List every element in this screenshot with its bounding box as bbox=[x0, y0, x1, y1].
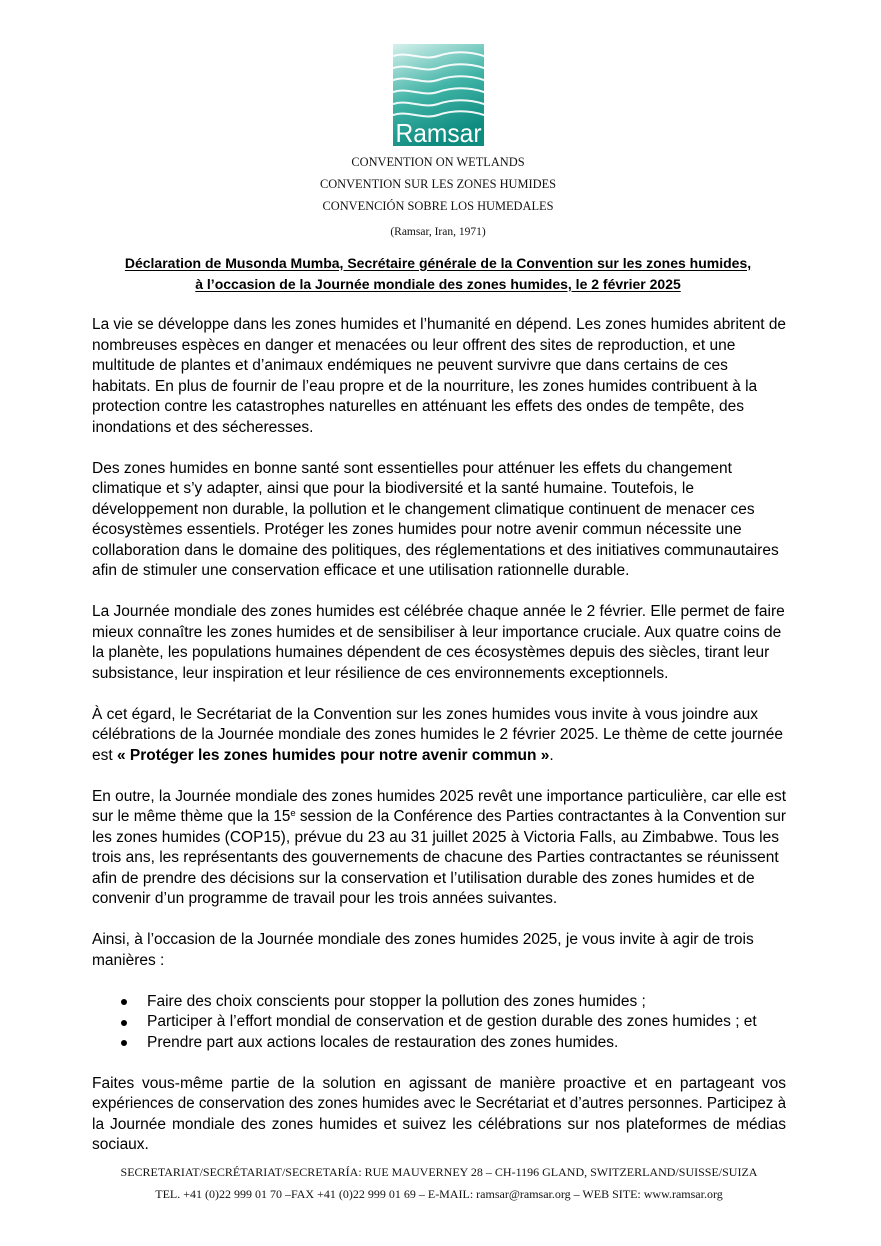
theme-emphasis: « Protéger les zones humides pour notre avenir commun » bbox=[116, 746, 550, 764]
convention-name-es: CONVENCIÓN SOBRE LOS HUMEDALES bbox=[322, 199, 554, 213]
ramsar-logo bbox=[393, 44, 484, 146]
bullet-icon bbox=[121, 1040, 127, 1046]
statement-body bbox=[92, 315, 786, 1156]
text-line: convenir d’un programme de travail pour les trois années suivantes. bbox=[92, 890, 558, 907]
title-line: à l’occasion de la Journée mondiale des zones humides, le 2 février 2025 bbox=[195, 275, 681, 292]
list-item bbox=[92, 992, 786, 1013]
text-line: multitude de plantes et d’animaux endémiques ne peuvent survivre que dans certains de ces bbox=[92, 357, 728, 374]
text-line: nombreuses espèces en danger et menacées ou leur offrent des sites de reproduction, et une bbox=[92, 336, 736, 354]
bullet-icon bbox=[121, 999, 127, 1005]
text-line: subsistance, leur inspiration et leur résilience de ces environnements exceptionnels. bbox=[92, 664, 669, 682]
text-line: mieux connaître les zones humides et de sensibiliser à leur importance cruciale. Aux quatre coins de bbox=[92, 623, 782, 641]
treaty-reference: (Ramsar, Iran, 1971) bbox=[390, 226, 486, 238]
secretariat-address: SECRETARIAT/SECRÉTARIAT/SECRETARÍA: RUE MAUVERNEY 28 – CH-1196 GLAND, SWITZERLAND/SUISSE/SUIZA bbox=[120, 1165, 758, 1179]
paragraph bbox=[92, 315, 786, 438]
text-line: les zones humides (COP15), prévue du 23 au 31 juillet 2025 à Victoria Falls, au Zimbabwe. Tous les bbox=[92, 828, 779, 846]
list-item-text: Prendre part aux actions locales de restauration des zones humides. bbox=[147, 1033, 619, 1051]
text-line: protection contre les catastrophes naturelles en atténuant les effets des ondes de tempête, des bbox=[92, 398, 744, 415]
text-segment: . bbox=[549, 746, 554, 764]
contact-details: TEL. +41 (0)22 999 01 70 –FAX +41 (0)22 999 01 69 – E-MAIL: ramsar@ramsar.org – WEB SITE: www.ramsar.org bbox=[155, 1187, 723, 1201]
paragraph bbox=[92, 459, 786, 582]
text-line: Faites vous-même partie de la solution en agissant de manière proactive et en partageant vos bbox=[92, 1074, 786, 1092]
text-line: afin de stimuler une conservation efficace et une utilisation rationnelle durable. bbox=[92, 562, 630, 579]
text-line: célébrations de la Journée mondiale des zones humides le 2 février 2025. Le thème de cette journée bbox=[92, 726, 784, 743]
text-line: habitats. En plus de fournir de l’eau propre et de la nourriture, les zones humides contribuent à la bbox=[92, 377, 758, 395]
text-line: La vie se développe dans les zones humides et l’humanité en dépend. Les zones humides abritent de bbox=[92, 316, 786, 333]
text-segment: session de la Conférence des Parties contractantes à la Convention sur bbox=[295, 808, 786, 825]
paragraph bbox=[92, 705, 786, 767]
text-line: À cet égard, le Secrétariat de la Convention sur les zones humides vous invite à vous joindre aux bbox=[92, 705, 759, 723]
text-line: la Journée mondiale des zones humides et suivez les célébrations sur nos plateformes de médias bbox=[92, 1115, 786, 1133]
text-line: trois ans, les représentants des gouvernements de chacune des Parties contractantes se réunissent bbox=[92, 849, 779, 866]
text-line: développement non durable, la pollution et le changement climatique continuent de menacer ces bbox=[92, 500, 755, 518]
action-list bbox=[92, 992, 786, 1054]
text-line: collaboration dans le domaine des politiques, des réglementations et des initiatives communautaires bbox=[92, 541, 779, 559]
title-line: Déclaration de Musonda Mumba, Secrétaire générale de la Convention sur les zones humides, bbox=[124, 254, 752, 271]
text-line bbox=[92, 807, 786, 828]
text-line: écosystèmes essentiels. Protéger les zones humides pour notre avenir commun nécessite une bbox=[92, 521, 742, 538]
text-line: afin de prendre des décisions sur la conservation et l’utilisation durable des zones humides et de bbox=[92, 869, 755, 887]
text-line: expériences de conservation des zones humides avec le Secrétariat et d’autres personnes. Participez à bbox=[92, 1095, 786, 1112]
convention-name-en: CONVENTION ON WETLANDS bbox=[351, 155, 525, 169]
text-line: inondations et des sécheresses. bbox=[92, 418, 314, 436]
list-item-text: Participer à l’effort mondial de conservation et de gestion durable des zones humides ; et bbox=[147, 1013, 757, 1030]
page-footer bbox=[111, 1161, 767, 1205]
list-item bbox=[92, 1033, 786, 1054]
text-line: Ainsi, à l’occasion de la Journée mondiale des zones humides 2025, je vous invite à agir de trois bbox=[92, 931, 754, 948]
text-segment: est bbox=[92, 746, 117, 764]
convention-header bbox=[0, 151, 876, 239]
text-segment: sur le même thème que la 15 bbox=[92, 808, 291, 825]
list-item-text: Faire des choix conscients pour stopper la pollution des zones humides ; bbox=[147, 992, 646, 1010]
bullet-icon bbox=[121, 1020, 127, 1026]
logo-wordmark: Ramsar bbox=[395, 118, 482, 146]
text-line: En outre, la Journée mondiale des zones humides 2025 revêt une importance particulière, car elle est bbox=[92, 787, 786, 805]
text-line: Des zones humides en bonne santé sont essentielles pour atténuer les effets du changement bbox=[92, 459, 732, 477]
statement-title bbox=[112, 253, 764, 295]
text-line: La Journée mondiale des zones humides est célébrée chaque année le 2 février. Elle permet de faire bbox=[92, 603, 785, 620]
ordinal-superscript: e bbox=[290, 808, 296, 820]
text-line: manières : bbox=[92, 951, 165, 969]
text-line bbox=[92, 746, 786, 767]
closing-paragraph bbox=[92, 1074, 786, 1156]
text-line: sociaux. bbox=[92, 1136, 149, 1153]
text-line: climatique et s’y adapter, ainsi que pour la biodiversité et la santé humaine. Toutefois, le bbox=[92, 480, 694, 497]
list-item bbox=[92, 1012, 786, 1033]
text-line: la planète, les populations humaines dépendent de ces écosystèmes depuis des siècles, tirant leur bbox=[92, 644, 770, 661]
convention-name-fr: CONVENTION SUR LES ZONES HUMIDES bbox=[319, 177, 557, 191]
paragraph bbox=[92, 602, 786, 684]
paragraph bbox=[92, 930, 786, 971]
paragraph bbox=[92, 787, 786, 910]
